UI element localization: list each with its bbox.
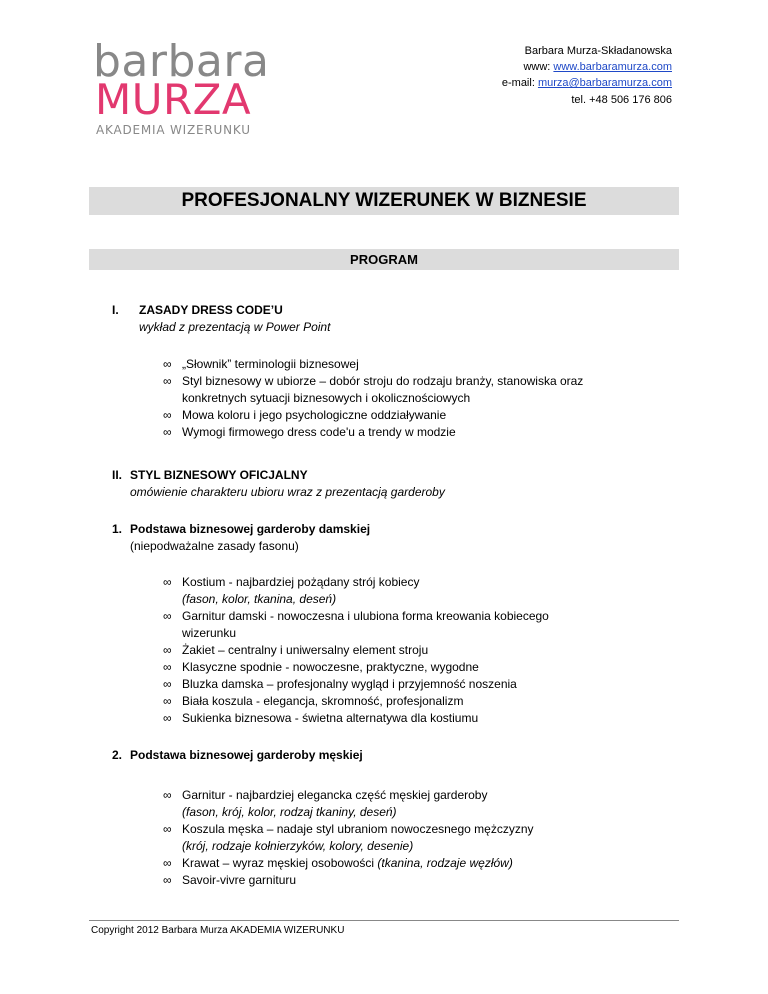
list-item: ∞ „Słownik” terminologii biznesowej — [163, 357, 359, 371]
subsection-2-header — [112, 747, 363, 764]
contact-block — [502, 43, 672, 108]
section-2-subtitle: omówienie charakteru ubioru wraz z prezentacją garderoby — [130, 485, 445, 499]
subsection-2-list — [163, 787, 534, 889]
logo-line-akademia: AKADEMIA WIZERUNKU — [96, 123, 251, 137]
list-item: ∞ Savoir-vivre garnituru — [163, 873, 297, 887]
www-label: www: — [523, 61, 551, 74]
list-item: ∞ Wymogi firmowego dress code'u a trendy w modzie — [163, 425, 456, 439]
infinity-bullet-icon: ∞ — [163, 677, 172, 691]
infinity-bullet-icon: ∞ — [163, 374, 172, 388]
section-1-list — [163, 356, 583, 441]
list-item: ∞ Bluzka damska – profesjonalny wygląd i przyjemność noszenia — [163, 677, 517, 691]
infinity-bullet-icon: ∞ — [163, 643, 172, 657]
section-1-subtitle: wykład z prezentacją w Power Point — [139, 320, 331, 334]
footer-divider — [89, 920, 679, 921]
program-bar — [89, 249, 679, 270]
list-item: ∞ Sukienka biznesowa - świetna alternatywa dla kostiumu — [163, 711, 479, 725]
email-label: e-mail: — [501, 77, 535, 90]
document-title: PROFESJONALNY WIZERUNEK W BIZNESIE — [181, 190, 587, 211]
section-1-header — [112, 302, 330, 336]
list-item: ∞ Żakiet – centralny i uniwersalny element stroju — [163, 643, 429, 657]
infinity-bullet-icon: ∞ — [163, 822, 172, 836]
subsection-1-number: 1. — [112, 522, 123, 536]
list-item: ∞ Garnitur - najbardziej elegancka część męskiej garderoby (fason, krój, kolor, rodzaj tkaniny, deseń) — [163, 788, 488, 819]
infinity-bullet-icon: ∞ — [163, 609, 172, 623]
section-2-title: STYL BIZNESOWY OFICJALNY — [130, 468, 308, 482]
contact-name: Barbara Murza-Składanowska — [524, 45, 672, 57]
infinity-bullet-icon: ∞ — [163, 711, 172, 725]
infinity-bullet-icon: ∞ — [163, 575, 172, 589]
list-item: ∞ Biała koszula - elegancja, skromność, profesjonalizm — [163, 694, 464, 708]
contact-www — [502, 59, 672, 75]
infinity-bullet-icon: ∞ — [163, 856, 172, 870]
subsection-1-subtitle: (niepodważalne zasady fasonu) — [130, 539, 299, 553]
list-item: ∞ Klasyczne spodnie - nowoczesne, praktyczne, wygodne — [163, 660, 479, 674]
list-item: ∞ Styl biznesowy w ubiorze – dobór stroju do rodzaju branży, stanowiska oraz konkretnych sytuacji biznesowych i okolicznościowych — [163, 374, 584, 405]
footer-copyright: Copyright 2012 Barbara Murza AKADEMIA WIZERUNKU — [91, 925, 345, 936]
subsection-1-title: Podstawa biznesowej garderoby damskiej — [130, 522, 371, 536]
list-item: ∞ Mowa koloru i jego psychologiczne oddziaływanie — [163, 408, 447, 422]
list-item: ∞ Koszula męska – nadaje styl ubraniom nowoczesnego mężczyzny (krój, rodzaje kołnierzyków, kolory, desenie) — [163, 822, 534, 853]
subsection-1-header — [112, 521, 370, 555]
infinity-bullet-icon: ∞ — [163, 873, 172, 887]
infinity-bullet-icon: ∞ — [163, 425, 172, 439]
infinity-bullet-icon: ∞ — [163, 408, 172, 422]
website-link[interactable]: www.barbaramurza.com — [553, 61, 672, 74]
infinity-bullet-icon: ∞ — [163, 660, 172, 674]
subsection-1-list — [163, 574, 549, 727]
contact-email — [502, 75, 672, 91]
section-1-title: ZASADY DRESS CODE’U — [139, 303, 283, 317]
list-item: ∞ Krawat – wyraz męskiej osobowości (tkanina, rodzaje węzłów) — [163, 856, 513, 870]
list-item: ∞ Kostium - najbardziej pożądany strój kobiecy (fason, kolor, tkanina, deseń) — [163, 575, 420, 606]
infinity-bullet-icon: ∞ — [163, 694, 172, 708]
email-link[interactable]: murza@barbaramurza.com — [537, 77, 672, 90]
section-2-number: II. — [112, 468, 123, 482]
contact-phone: tel. +48 506 176 806 — [571, 93, 672, 106]
infinity-bullet-icon: ∞ — [163, 357, 172, 371]
subsection-2-number: 2. — [112, 748, 123, 762]
logo-line-barbara: barbara — [93, 36, 270, 87]
subsection-2-title: Podstawa biznesowej garderoby męskiej — [130, 748, 363, 762]
logo-line-murza: MURZA — [95, 75, 252, 124]
infinity-bullet-icon: ∞ — [163, 788, 172, 802]
section-2-header — [112, 467, 445, 501]
program-heading: PROGRAM — [350, 252, 418, 267]
section-1-number: I. — [112, 303, 119, 317]
list-item: ∞ Garnitur damski - nowoczesna i ulubiona forma kreowania kobiecego wizerunku — [163, 609, 549, 640]
document-title-bar — [89, 187, 679, 215]
brand-logo — [93, 36, 270, 140]
